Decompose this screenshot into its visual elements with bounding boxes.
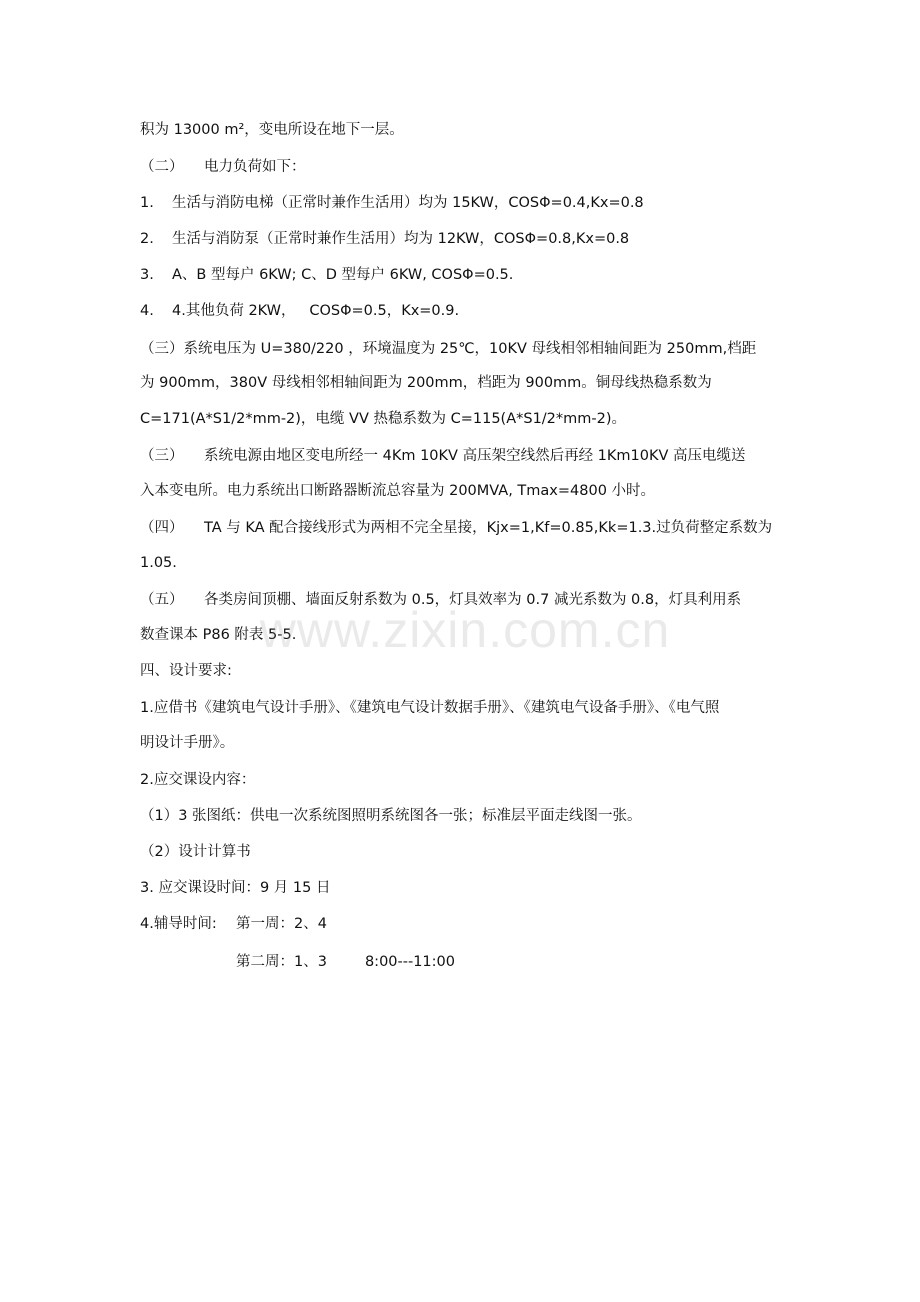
list-item: 2. 生活与消防泵（正常时兼作生活用）均为 12KW，COSΦ=0.8,Kx=0.8 bbox=[140, 231, 630, 247]
schedule-week-1: 第一周：2、4 bbox=[236, 916, 327, 932]
section-heading: 四、设计要求: bbox=[140, 663, 232, 679]
text-line: 为 900mm，380V 母线相邻相轴间距为 200mm，档距为 900mm。铜母线热稳系数为 bbox=[140, 375, 712, 391]
text-line: 数查课本 P86 附表 5-5. bbox=[140, 627, 297, 643]
watermark: www.zixin.com.cn bbox=[259, 602, 671, 658]
schedule-label: 4.辅导时间: bbox=[140, 916, 217, 932]
section-tag: （三） bbox=[140, 448, 184, 464]
text-line: 明设计手册》。 bbox=[140, 735, 235, 751]
list-number: 2. bbox=[140, 231, 154, 247]
text-line: 积为 13000 m²，变电所设在地下一层。 bbox=[140, 122, 404, 138]
schedule-line bbox=[140, 914, 800, 934]
text-line: 3. 应交课设时间：9 月 15 日 bbox=[140, 880, 331, 896]
section-heading: （二） 电力负荷如下： bbox=[140, 159, 306, 175]
schedule-week-2: 第二周：1、3 bbox=[236, 954, 327, 970]
list-item: 1. 生活与消防电梯（正常时兼作生活用）均为 15KW，COSΦ=0.4,Kx=0.8 bbox=[140, 195, 644, 211]
text-line: （1）3 张图纸：供电一次系统图照明系统图各一张；标准层平面走线图一张。 bbox=[140, 808, 642, 824]
text-line: 2.应交课设内容： bbox=[140, 772, 256, 788]
list-item: 4. 4.其他负荷 2KW， COSΦ=0.5，Kx=0.9. bbox=[140, 303, 460, 319]
schedule-time: 8:00---11:00 bbox=[364, 954, 455, 970]
text-line: （三）系统电压为 U=380/220 ，环境温度为 25℃，10KV 母线相邻相轴间距为 250mm,档距 bbox=[140, 341, 757, 357]
text-line: 1.05. bbox=[140, 555, 177, 571]
list-number: 1. bbox=[140, 195, 154, 211]
list-number: 3. bbox=[140, 267, 154, 283]
schedule-line bbox=[236, 952, 736, 972]
text-line: C=171(A*S1/2*mm-2)，电缆 VV 热稳系数为 C=115(A*S1/2*mm-2)。 bbox=[140, 411, 627, 427]
text-line: 入本变电所。电力系统出口断路器断流总容量为 200MVA, Tmax=4800 小时。 bbox=[140, 483, 656, 499]
text-line: （2）设计计算书 bbox=[140, 844, 251, 860]
section-heading: （四） TA 与 KA 配合接线形式为两相不完全星接，Kjx=1,Kf=0.85,Kk=1.3.过负荷整定系数为 bbox=[140, 520, 773, 536]
section-heading: （五） 各类房间顶棚、墙面反射系数为 0.5，灯具效率为 0.7 减光系数为 0.8，灯具利用系 bbox=[140, 592, 742, 608]
section-tag: （四） bbox=[140, 520, 184, 536]
list-number: 4. bbox=[140, 303, 154, 319]
text-line: 1.应借书《建筑电气设计手册》、《建筑电气设计数据手册》、《建筑电气设备手册》、《电气照 bbox=[140, 700, 720, 716]
section-heading: （三） 系统电源由地区变电所经一 4Km 10KV 高压架空线然后再经 1Km10KV 高压电缆送 bbox=[140, 448, 746, 464]
list-item: 3. A、B 型每户 6KW; C、D 型每户 6KW, COSΦ=0.5. bbox=[140, 267, 514, 283]
section-tag: （二） bbox=[140, 159, 184, 175]
section-tag: （五） bbox=[140, 592, 184, 608]
